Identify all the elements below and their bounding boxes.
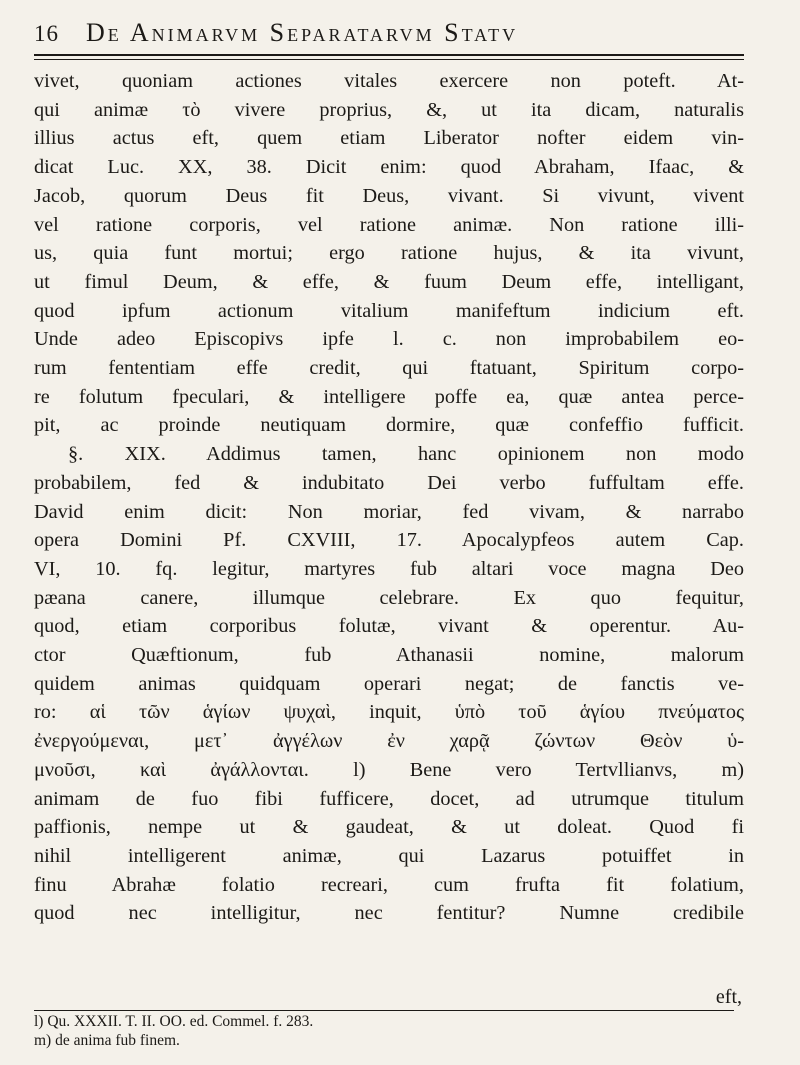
- text-line: ctor Quæftionum, fub Athanasii nomine, malorum: [34, 644, 744, 667]
- text-line: David enim dicit: Non moriar, fed vivam, & narrabo: [34, 500, 744, 523]
- footnote-m: m) de anima fub finem.: [34, 1032, 180, 1049]
- text-line: quidem animas quidquam operari negat; de fanctis ve-: [34, 672, 744, 695]
- text-line: quod nec intelligitur, nec fentitur? Numne credibile: [34, 902, 744, 925]
- text-line: μνοῦσι, καὶ ἀγάλλονται. l) Bene vero Tertvllianvs, m): [34, 758, 744, 781]
- text-line: finu Abrahæ folatio recreari, cum frufta fit folatium,: [34, 873, 744, 896]
- text-line: illius actus eft, quem etiam Liberator nofter eidem vin-: [34, 127, 744, 150]
- text-line: paffionis, nempe ut & gaudeat, & ut doleat. Quod fi: [34, 816, 744, 839]
- text-line: Jacob, quorum Deus fit Deus, vivant. Si vivunt, vivent: [34, 184, 744, 207]
- body-text: [34, 67, 744, 928]
- text-line: animam de fuo fibi fufficere, docet, ad utrumque titulum: [34, 787, 744, 810]
- text-line: probabilem, fed & indubitato Dei verbo fuffultam effe.: [34, 471, 744, 494]
- catchword: eft,: [715, 986, 742, 1008]
- text-line: vel ratione corporis, vel ratione animæ. Non ratione illi-: [34, 213, 744, 236]
- text-line: quod ipfum actionum vitalium manifeftum indicium eft.: [34, 299, 744, 322]
- text-line: re folutum fpeculari, & intelligere poffe ea, quæ antea perce-: [34, 385, 744, 408]
- text-line: nihil intelligerent animæ, qui Lazarus potuiffet in: [34, 844, 744, 867]
- text-line: ut fimul Deum, & effe, & fuum Deum effe, intelligant,: [34, 270, 744, 293]
- text-line: us, quia funt mortui; ergo ratione hujus, & ita vivunt,: [34, 242, 744, 265]
- header-rule: [34, 59, 744, 60]
- footnotes: [34, 1012, 313, 1050]
- text-line: vivet, quoniam actiones vitales exercere non poteft. At-: [34, 70, 744, 92]
- running-head: [34, 0, 744, 56]
- text-line: Unde adeo Episcopivs ipfe l. c. non improbabilem eo-: [34, 328, 744, 351]
- text-line: VI, 10. fq. legitur, martyres fub altari voce magna Deo: [34, 557, 744, 580]
- page-number: 16: [34, 21, 59, 46]
- text-line: §. XIX. Addimus tamen, hanc opinionem non modo: [68, 443, 744, 466]
- text-line: dicat Luc. XX, 38. Dicit enim: quod Abraham, Ifaac, &: [34, 156, 744, 179]
- text-line: ἐνεργούμεναι, μετ᾽ ἀγγέλων ἐν χαρᾷ ζώντων Θεὸν ὑ-: [34, 730, 744, 753]
- running-head-title: De Animarvm Separatarvm Statv: [86, 18, 519, 47]
- footnote-l: l) Qu. XXXII. T. II. OO. ed. Commel. f. 283.: [34, 1013, 314, 1030]
- text-line: pit, ac proinde neutiquam dormire, quæ confeffio fufficit.: [34, 414, 744, 437]
- text-line: pæana canere, illumque celebrare. Ex quo fequitur,: [34, 586, 744, 609]
- text-line: qui animæ τὸ vivere proprius, &, ut ita dicam, naturalis: [34, 98, 744, 121]
- text-line: quod, etiam corporibus folutæ, vivant & operentur. Au-: [34, 615, 744, 638]
- footnote-rule: [34, 1010, 734, 1011]
- text-line: rum fententiam effe credit, qui ftatuant, Spiritum corpo-: [34, 357, 744, 380]
- text-line: ro: αἱ τῶν ἁγίων ψυχαὶ, inquit, ὑπὸ τοῦ ἁγίου πνεύματος: [34, 701, 744, 724]
- text-line: opera Domini Pf. CXVIII, 17. Apocalypfeos autem Cap.: [34, 529, 744, 552]
